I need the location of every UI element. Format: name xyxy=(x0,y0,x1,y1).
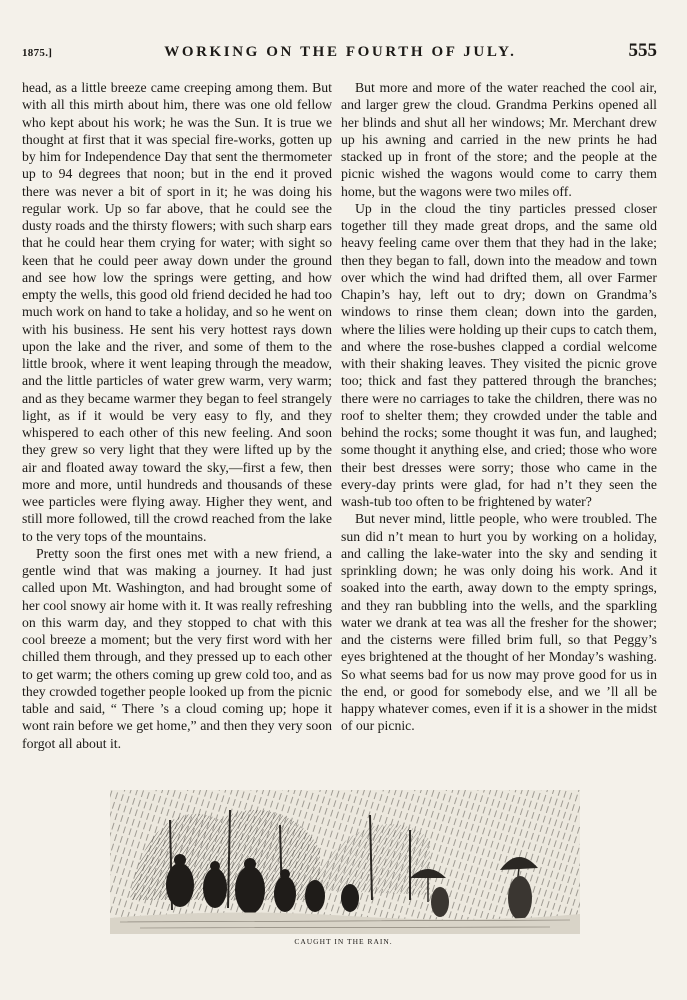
right-column xyxy=(341,79,657,735)
left-column xyxy=(22,79,332,752)
page-number: 555 xyxy=(628,40,657,61)
header-title: WORKING ON THE FOURTH OF JULY. xyxy=(164,44,517,60)
rain-engraving-illustration xyxy=(110,790,580,934)
paragraph: head, as a little breeze came creeping among them. But with all this mirth about him, there was one old fellow who kept about his work; he was the Sun. It is true we thought at first that it was special fire-works, gotten up by him for Independence Day that sent the thermometer up to 94 degrees that noon; but in the end it proved there was never a bit of sport in it; he was doing his regular work. Up so far above, that he could see the dusty roads and the thirsty flowers; with such sharp ears that he could hear them crying for water; with sight so keen that he could peer away down under the ground and see how low the springs were getting, and how empty the wells, this good old friend decided he had too much work on hand to take a holiday, and so he went on with his business. He sent his very hottest rays down upon the lake and the river, and some of them to the little brook, where it went leaping through the meadow, and the little particles of water grew warm, very warm; and as they became warmer they began to feel strangely light, as if it would be very easy to fly, and they whispered to each other of this new feeling. And soon they grew so very light that they were lifted up by the air and floated away toward the sky,—first a few, then more and more, until hundreds and thousands of these wee particles were flying away. Higher they went, and still more followed, till the crowd reached from the lake to the very tops of the mountains. xyxy=(22,80,332,544)
header-year: 1875.] xyxy=(22,47,53,59)
paragraph: Pretty soon the first ones met with a new friend, a gentle wind that was making a journey. It had just called upon Mt. Washington, and had brought some of her cool snowy air home with it. It was really refreshing on this warm day, and they stopped to chat with this cool breeze a moment; but the very first word with her chilled them through, and they pressed up to each other to get warm; the others coming up grew cold too, and as they crowded together people looked up from the picnic table and said, “ There ’s a cloud coming up; hope it wont rain before we get home,” and then they very soon forgot all about it. xyxy=(22,545,332,751)
running-header xyxy=(22,40,657,62)
paragraph: But more and more of the water reached the cool air, and larger grew the cloud. Grandma Perkins opened all her blinds and shut all her windows; Mr. Merchant drew up his awning and carried in the new prints he had stacked up in front of the store; and the people at the picnic wished the wagons would come to carry them home, but the wagons were two miles off. xyxy=(341,80,657,199)
illustration-caption: CAUGHT IN THE RAIN. xyxy=(294,937,393,946)
paragraph: Up in the cloud the tiny particles pressed closer together till they made great drops, and the same old heavy feeling came over them that they had in the lake; then they began to fall, down into the meadow and town over which the wind had drifted them, all over Farmer Chapin’s hay, left out to dry; down on Grandma’s windows to rinse them clean; down into the garden, where the lilies were holding up their cups to catch them, and where the rose-bushes clapped a cordial welcome with their shaking leaves. They visited the picnic grove too; thick and fast they pattered through the branches; there were no carriages to take the children, there was no roof to shelter them; they crowded under the table and behind the rocks; some thought it was fun, and laughed; some thought it anything else, and cried; those who wore their best dresses were sorry; those who came in the every-day prints were glad, for had n’t they seen the wash-tub too often to be frightened by water? xyxy=(341,200,657,509)
paragraph: But never mind, little people, who were troubled. The sun did n’t mean to hurt you by working on a holiday, and calling the lake-water into the sky and sending it sprinkling down; he was only doing his work. And it soaked into the earth, away down to the empty springs, and they ran bubbling into the wells, and the sparkling water we drank at tea was all the fresher for the shower; and the cisterns were filled brim full, so that Peggy’s eyes brightened at the thought of her Monday’s washing. So what seems bad for us now may prove good for us in the end, or good for somebody else, and we ’ll all be happy whatever comes, even if it is a shower in the midst of our picnic. xyxy=(341,511,657,734)
